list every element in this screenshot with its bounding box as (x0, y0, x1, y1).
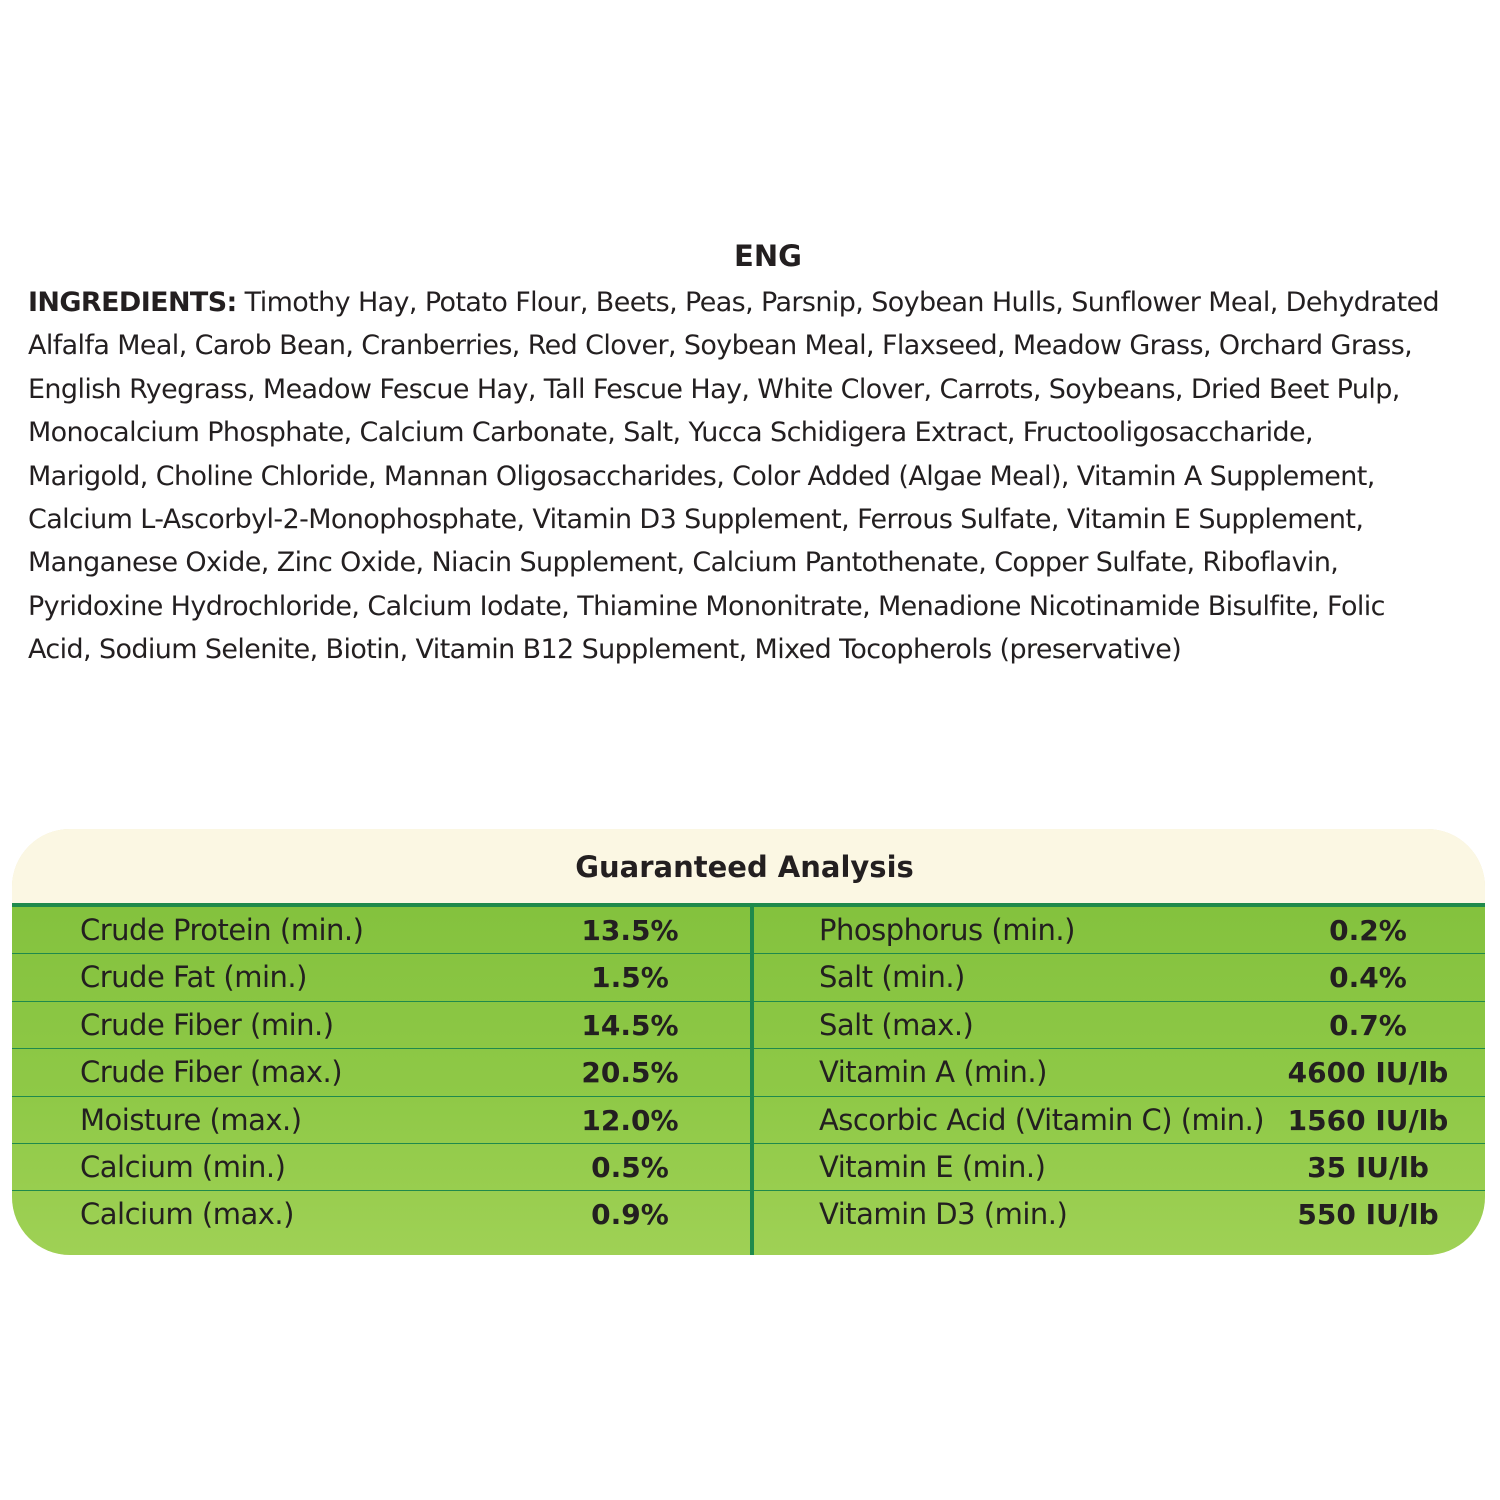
table-row (12, 1002, 1485, 1049)
nutrient-value: 20.5% (581, 1056, 679, 1090)
table-row (12, 907, 1485, 954)
nutrient-label: Crude Fiber (max.) (80, 1055, 343, 1090)
nutrient-label: Crude Fat (min.) (80, 960, 307, 995)
nutrient-value: 550 IU/lb (1297, 1198, 1439, 1232)
ingredients-line: Monocalcium Phosphate, Calcium Carbonate, Salt, Yucca Schidigera Extract, Fructooligosaccharide, (28, 417, 1313, 449)
nutrient-label: Salt (max.) (819, 1007, 974, 1042)
nutrient-label: Calcium (min.) (80, 1150, 286, 1184)
nutrient-value: 0.9% (591, 1198, 669, 1232)
nutrient-label: Ascorbic Acid (Vitamin C) (min.) (819, 1102, 1265, 1137)
nutrient-label: Calcium (max.) (80, 1197, 294, 1232)
nutrient-value: 14.5% (581, 1008, 679, 1042)
ingredients-line: English Ryegrass, Meadow Fescue Hay, Tall Fescue Hay, White Clover, Carrots, Soybeans, Dried Beet Pulp, (28, 373, 1400, 405)
table-row (12, 1191, 1485, 1238)
table-row (12, 1049, 1485, 1096)
nutrient-label: Crude Protein (min.) (80, 913, 364, 947)
ingredients-line: Calcium L-Ascorbyl-2-Monophosphate, Vitamin D3 Supplement, Ferrous Sulfate, Vitamin E Supplement, (28, 504, 1364, 536)
ingredients-text: Timothy Hay, Potato Flour, Beets, Peas, Parsnip, Soybean Hulls, Sunflower Meal, Dehydrated (236, 287, 1440, 318)
nutrient-label: Vitamin A (min.) (819, 1055, 1047, 1090)
nutrient-value: 12.0% (581, 1103, 679, 1137)
nutrient-label: Moisture (max.) (80, 1102, 302, 1137)
guaranteed-analysis-title: Guaranteed Analysis (575, 850, 914, 884)
table-row (12, 954, 1485, 1001)
ingredients-line: Pyridoxine Hydrochloride, Calcium Iodate, Thiamine Mononitrate, Menadione Nicotinamide Bisulfite, Folic (28, 590, 1385, 622)
nutrient-label: Vitamin D3 (min.) (819, 1197, 1068, 1232)
nutrient-value: 1560 IU/lb (1287, 1103, 1449, 1137)
nutrient-label: Vitamin E (min.) (819, 1150, 1046, 1184)
nutrient-value: 0.2% (1329, 914, 1407, 947)
nutrient-label: Crude Fiber (min.) (80, 1007, 334, 1042)
nutrient-value: 0.7% (1329, 1008, 1407, 1042)
guaranteed-analysis-panel (12, 829, 1485, 1255)
ingredients-line: Alfalfa Meal, Carob Bean, Cranberries, Red Clover, Soybean Meal, Flaxseed, Meadow Grass, Orchard Grass, (28, 330, 1413, 362)
nutrient-label: Salt (min.) (819, 960, 965, 995)
ingredients-line: Manganese Oxide, Zinc Oxide, Niacin Supplement, Calcium Pantothenate, Copper Sulfate, Riboflavin, (28, 547, 1339, 579)
table-row (12, 1097, 1485, 1144)
ingredients-paragraph (28, 281, 1500, 672)
nutrient-value: 4600 IU/lb (1287, 1056, 1449, 1090)
ingredients-line: Marigold, Choline Chloride, Mannan Oligosaccharides, Color Added (Algae Meal), Vitamin A Supplement, (28, 460, 1375, 492)
nutrient-value: 0.4% (1329, 961, 1407, 995)
guaranteed-analysis-header (12, 829, 1485, 903)
nutrient-value: 0.5% (591, 1151, 669, 1184)
nutrient-value: 1.5% (591, 961, 669, 995)
nutrient-value: 13.5% (581, 914, 679, 947)
nutrient-label: Phosphorus (min.) (819, 913, 1075, 947)
ingredients-line: Acid, Sodium Selenite, Biotin, Vitamin B12 Supplement, Mixed Tocopherols (preservative) (28, 634, 1182, 666)
table-row (12, 1144, 1485, 1191)
guaranteed-analysis-table (12, 903, 1485, 1255)
language-heading: ENG (734, 239, 802, 273)
nutrient-value: 35 IU/lb (1307, 1151, 1429, 1184)
ingredients-label: INGREDIENTS: (28, 287, 237, 318)
ingredients-line (28, 281, 1498, 324)
